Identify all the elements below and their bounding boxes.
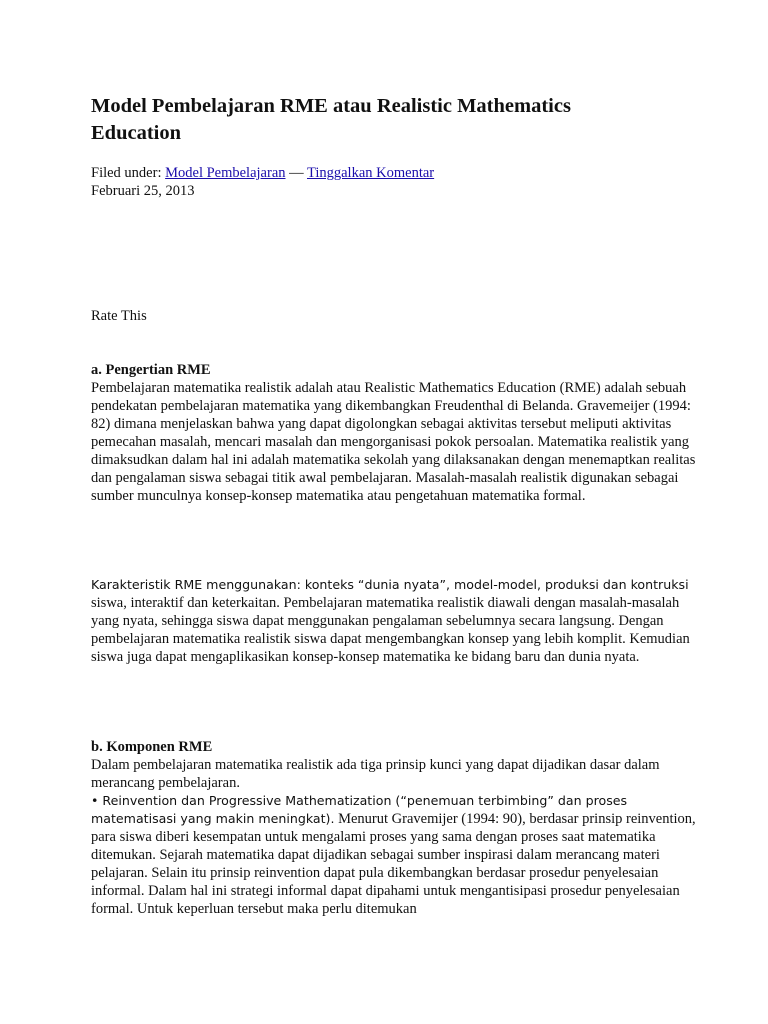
karakteristik-body: siswa, interaktif dan keterkaitan. Pembelajaran matematika realistik diawali dengan masalah-masalah yang nyata, sehingga siswa dapat menggunakan pengalaman sebelumnya secara langsung. Dengan pembelajaran matematika realistik siswa dapat mengembangkan konsep yang lebih komplit. Kemudian siswa juga dapat mengaplikasikan konsep-konsep matematika ke bidang baru dan dunia nyata. <box>91 595 690 665</box>
meta-separator: — <box>285 165 307 181</box>
section-heading: a. Pengertian RME <box>91 362 211 378</box>
post-date: Februari 25, 2013 <box>91 183 195 199</box>
filed-under-label: Filed under: <box>91 165 166 181</box>
article-meta <box>91 164 434 200</box>
section-karakteristik <box>91 576 706 666</box>
karakteristik-lead: Karakteristik RME menggunakan: konteks “dunia nyata”, model-model, produksi dan kontruksi <box>91 577 689 592</box>
article-title: Model Pembelajaran RME atau Realistic Mathematics Education <box>91 95 571 144</box>
bullet-body: Menurut Gravemijer (1994: 90), berdasar prinsip reinvention, para siswa diberi kesempatan untuk mengalami proses yang sama dengan proses saat matematika ditemukan. Sejarah matematika dapat dijadikan sebagai sumber inspirasi dalam merancang materi pelajaran. Selain itu prinsip reinvention dapat pula dikembangkan berdasar prosedur penyelesaian informal. Dalam hal ini strategi informal dapat dipahami untuk mengantisipasi prosedur penyelesaian formal. Untuk keperluan tersebut maka perlu ditemukan <box>91 811 696 917</box>
section-pengertian <box>91 361 706 505</box>
section-heading: b. Komponen RME <box>91 739 213 755</box>
comment-link[interactable]: Tinggalkan Komentar <box>307 165 435 181</box>
category-link[interactable]: Model Pembelajaran <box>165 165 286 181</box>
bullet-item <box>91 792 706 918</box>
filed-under-line <box>91 164 434 182</box>
section-intro: Dalam pembelajaran matematika realistik ada tiga prinsip kunci yang dapat dijadikan dasar dalam merancang pembelajaran. <box>91 757 660 791</box>
rate-this-label[interactable]: Rate This <box>91 308 147 324</box>
karakteristik-paragraph <box>91 576 706 666</box>
section-body: Pembelajaran matematika realistik adalah atau Realistic Mathematics Education (RME) adalah sebuah pendekatan pembelajaran matematika yang dikembangkan Freudenthal di Belanda. Gravemeijer (1994: 82) dimana menjelaskan bahwa yang dapat digolongkan sebagai aktivitas tersebut meliputi aktivitas pemecahan masalah, mencari masalah dan mengorganisasi pokok persoalan. Matematika realistik yang dimaksudkan dalam hal ini adalah matematika sekolah yang dilaksanakan dengan menemaptkan realitas dan pengalaman siswa sebagai titik awal pembelajaran. Masalah-masalah realistik digunakan sebagai sumber munculnya konsep-konsep matematika atau pengetahuan matematika formal. <box>91 380 696 504</box>
bullet-lead: • Reinvention dan Progressive Mathematization (“penemuan terbimbing” dan proses matematisasi yang makin meningkat). <box>91 793 628 826</box>
section-komponen <box>91 738 706 918</box>
